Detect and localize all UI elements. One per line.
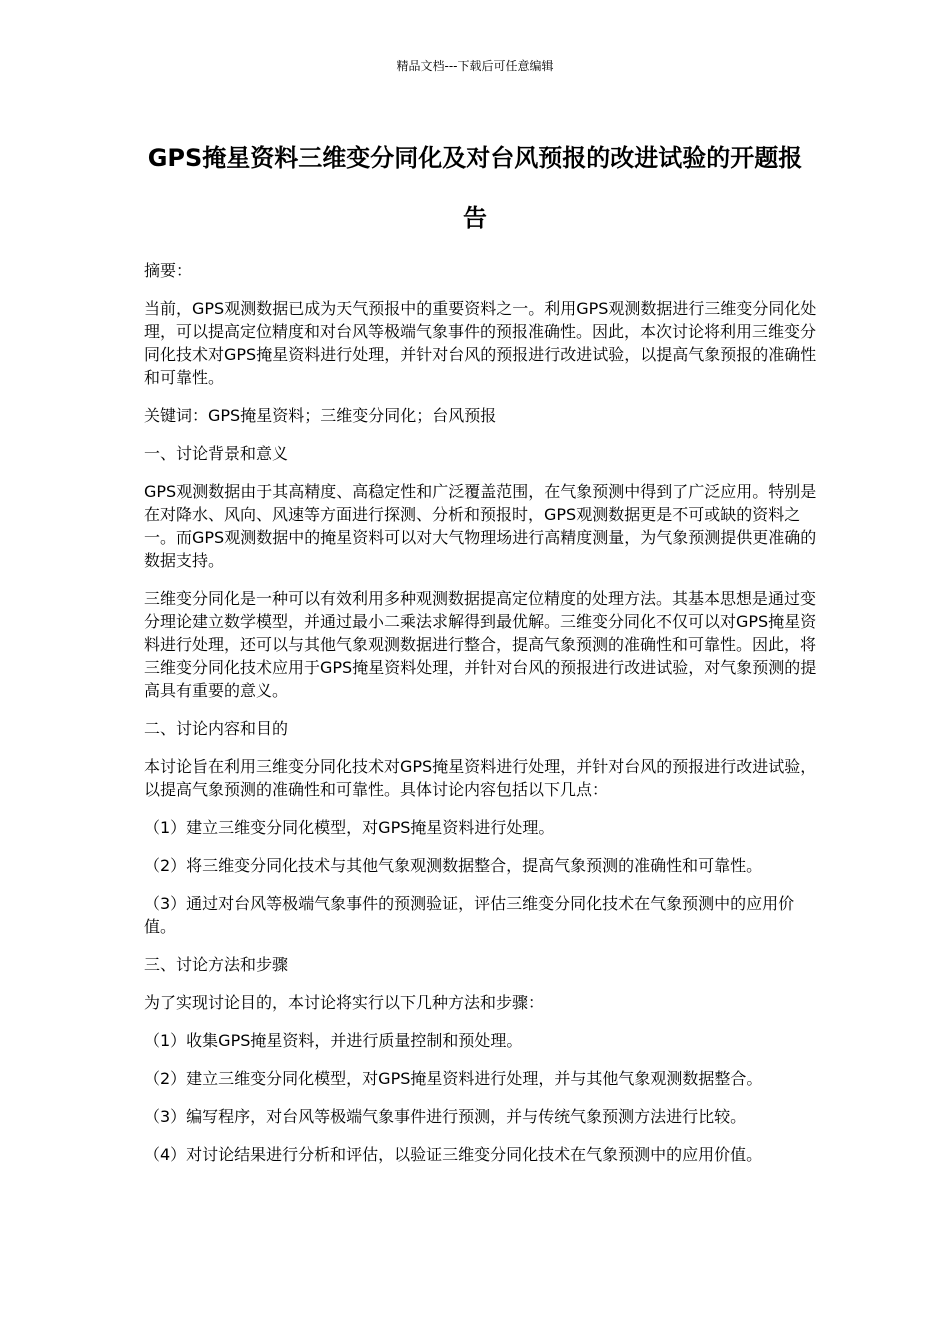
abstract-paragraph: 当前，GPS观测数据已成为天气预报中的重要资料之一。利用GPS观测数据进行三维变分同化处理，可以提高定位精度和对台风等极端气象事件的预报准确性。因此，本次讨论将利用三维变分同化技术对GPS掩星资料进行处理，并针对台风的预报进行改进试验，以提高气象预报的准确性和可靠性。	[144, 299, 817, 387]
methods-item-2: （2）建立三维变分同化模型，对GPS掩星资料进行处理，并与其他气象观测数据整合。	[144, 1069, 763, 1088]
document-body	[144, 259, 818, 1181]
background-paragraph-2: 三维变分同化是一种可以有效利用多种观测数据提高定位精度的处理方法。其基本思想是通过变分理论建立数学模型，并通过最小二乘法求解得到最优解。三维变分同化不仅可以对GPS掩星资料进行处理，还可以与其他气象观测数据进行整合，提高气象预测的准确性和可靠性。因此，将三维变分同化技术应用于GPS掩星资料处理，并针对台风的预报进行改进试验，对气象预测的提高具有重要的意义。	[144, 589, 817, 700]
content-item-3: （3）通过对台风等极端气象事件的预测验证，评估三维变分同化技术在气象预测中的应用价值。	[144, 894, 795, 936]
methods-paragraph: 为了实现讨论目的，本讨论将实行以下几种方法和步骤：	[144, 993, 545, 1012]
document-title: GPS掩星资料三维变分同化及对台风预报的改进试验的开题报告	[147, 144, 803, 232]
content-item-2: （2）将三维变分同化技术与其他气象观测数据整合，提高气象预测的准确性和可靠性。	[144, 856, 763, 875]
content-item-1: （1）建立三维变分同化模型，对GPS掩星资料进行处理。	[144, 818, 555, 837]
page-header-note: 精品文档---下载后可任意编辑	[396, 59, 554, 73]
methods-item-3: （3）编写程序，对台风等极端气象事件进行预测，并与传统气象预测方法进行比较。	[144, 1107, 747, 1126]
section-heading-background: 一、讨论背景和意义	[144, 444, 289, 463]
content-paragraph: 本讨论旨在利用三维变分同化技术对GPS掩星资料进行处理，并针对台风的预报进行改进试验，以提高气象预测的准确性和可靠性。具体讨论内容包括以下几点：	[144, 757, 817, 799]
keywords-paragraph: 关键词：GPS掩星资料；三维变分同化；台风预报	[144, 406, 497, 425]
section-heading-content: 二、讨论内容和目的	[144, 719, 289, 738]
methods-item-4: （4）对讨论结果进行分析和评估，以验证三维变分同化技术在气象预测中的应用价值。	[144, 1145, 763, 1164]
methods-item-1: （1）收集GPS掩星资料，并进行质量控制和预处理。	[144, 1031, 523, 1050]
background-paragraph-1: GPS观测数据由于其高精度、高稳定性和广泛覆盖范围，在气象预测中得到了广泛应用。特别是在对降水、风向、风速等方面进行探测、分析和预报时，GPS观测数据更是不可或缺的资料之一。而GPS观测数据中的掩星资料可以对大气物理场进行高精度测量，为气象预测提供更准确的数据支持。	[144, 482, 817, 570]
abstract-label: 摘要：	[144, 261, 193, 280]
section-heading-methods: 三、讨论方法和步骤	[144, 955, 289, 974]
